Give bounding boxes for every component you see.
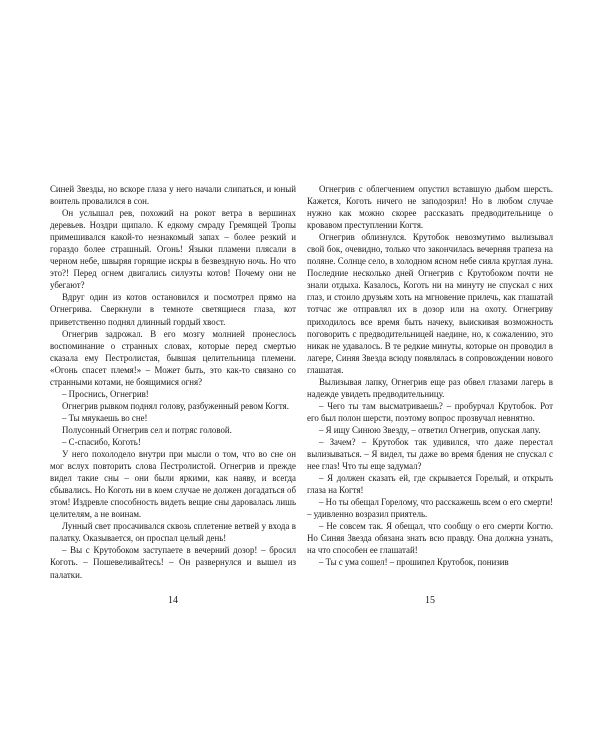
paragraph: – С-спасибо, Коготь!	[62, 436, 141, 447]
paragraph: Огнегрив рывком поднял голову, разбуженный ревом Когтя.	[62, 400, 289, 411]
paragraph: Он услышал рев, похожий на рокот ветра в вершинах деревьев. Ноздри щипало. К едкому смраду Гремящей Тропы примешивался какой-то незнакомый запах – более резкий и гораздо более страшный. Огонь! Языки пламени плясали в черном небе, швыряя горящие искры в безвездную ночь. Но что это?! Перед огнем двигались силуэты котов! Почему они не убегают?	[50, 208, 296, 291]
paragraph: Огнегрив задрожал. В его мозгу молнией пронеслось воспоминание о странных словах, которые перед смертью сказала ему Пестролистая, бывшая целительница племени. «Огонь спасет племя!» – Может быть, это как-то связано со странными котами, не боящимися огня?	[50, 328, 296, 387]
paragraph: – Я должен сказать ей, где скрывается Горелый, и открыть глаза на Когтя!	[307, 473, 553, 496]
paragraph: Лунный свет просачивался сквозь сплетение ветвей у входа в палатку. Оказывается, он проспал целый день!	[50, 521, 296, 544]
paragraph: – Я ищу Синюю Звезду, – ответил Огнегрив, опуская лапу.	[319, 424, 541, 435]
paragraph: – Чего ты там высматриваешь? – пробурчал Крутобок. Рот его был полон шерсти, поэтому вопрос прозвучал невнятно.	[307, 400, 553, 423]
paragraph: – Не совсем так. Я обещал, что сообщу о его смерти Когтю. Но Синяя Звезда обязана знать всю правду. Она должна узнать, на что способен ее глашатай!	[307, 521, 553, 556]
paragraph: – Но ты обещал Горелому, что расскажешь всем о его смерти! – удивленно возразил приятель.	[307, 497, 553, 520]
paragraph: У него похолодело внутри при мысли о том, что во сне он мог вслух повторить слова Пестролистой. Огнегрив и прежде видел такие сны – они были яркими, как наяву, и всегда сбывались. Но Коготь ни в коем случае не должен догадаться об этом! Издревле способность видеть вещие сны даровалась лишь целителям, а не воинам.	[50, 449, 296, 520]
paragraph: – Проснись, Огнегрив!	[62, 388, 149, 399]
paragraph: – Зачем? – Крутобок так удивился, что даже перестал вылизываться. – Я видел, ты даже во время бдения не спускал с нее глаз! Что ты еще задумал?	[307, 436, 553, 472]
paragraph: Огнегрив с облегчением опустил вставшую дыбом шерсть. Кажется, Коготь ничего не заподозрил! Но в любом случае нужно как можно скорее рассказать предводительнице о кровавом преступлении Когтя.	[307, 184, 553, 231]
right-page-text	[307, 183, 553, 569]
paragraph: – Ты с ума сошел! – прошипел Крутобок, понизив	[319, 557, 509, 568]
paragraph: Вылизывая лапку, Огнегрив еще раз обвел глазами лагерь в надежде увидеть предводительницу.	[307, 376, 553, 399]
paragraph: Полусонный Огнегрив сел и потряс головой.	[62, 424, 232, 435]
paragraph: Огнегрив облизнулся. Крутобок невозмутимо вылизывал свой бок, очевидно, только что закончилась вечерняя трапеза на поляне. Солнце село, в холодном ясном небе сияла круглая луна. Последние несколько дней Огнегрив с Крутобоком почти не знали отдыха. Казалось, Коготь ни на минуту не спускал с них глаз, и стоило друзьям хоть на мгновение прилечь, как глашатай тотчас же отправлял их в дозор или на охоту. Огнегриву приходилось все время быть начеку, выискивая возможность поговорить с предводительницей наедине, но, к сожалению, это никак не удавалось. В те редкие минуты, которые он проводил в лагере, Синяя Звезда всюду появлялась в сопровождении нового глашатая.	[307, 232, 553, 375]
page-number-right: 15	[425, 595, 435, 606]
left-page-text	[50, 183, 296, 581]
paragraph: Синей Звезды, но вскоре глаза у него начали слипаться, и юный воитель провалился в сон.	[50, 184, 296, 207]
paragraph: – Вы с Крутобоком заступаете в вечерний дозор! – бросил Коготь. – Пошевеливайтесь! – Он развернулся и вышел из палатки.	[50, 545, 296, 580]
paragraph: – Ты мяукаешь во сне!	[62, 412, 148, 423]
paragraph: Вдруг один из котов остановился и посмотрел прямо на Огнегрива. Сверкнули в темноте светящиеся глаза, кот приветственно поднял длинный гордый хвост.	[50, 292, 296, 327]
page-number-left: 14	[168, 595, 178, 606]
